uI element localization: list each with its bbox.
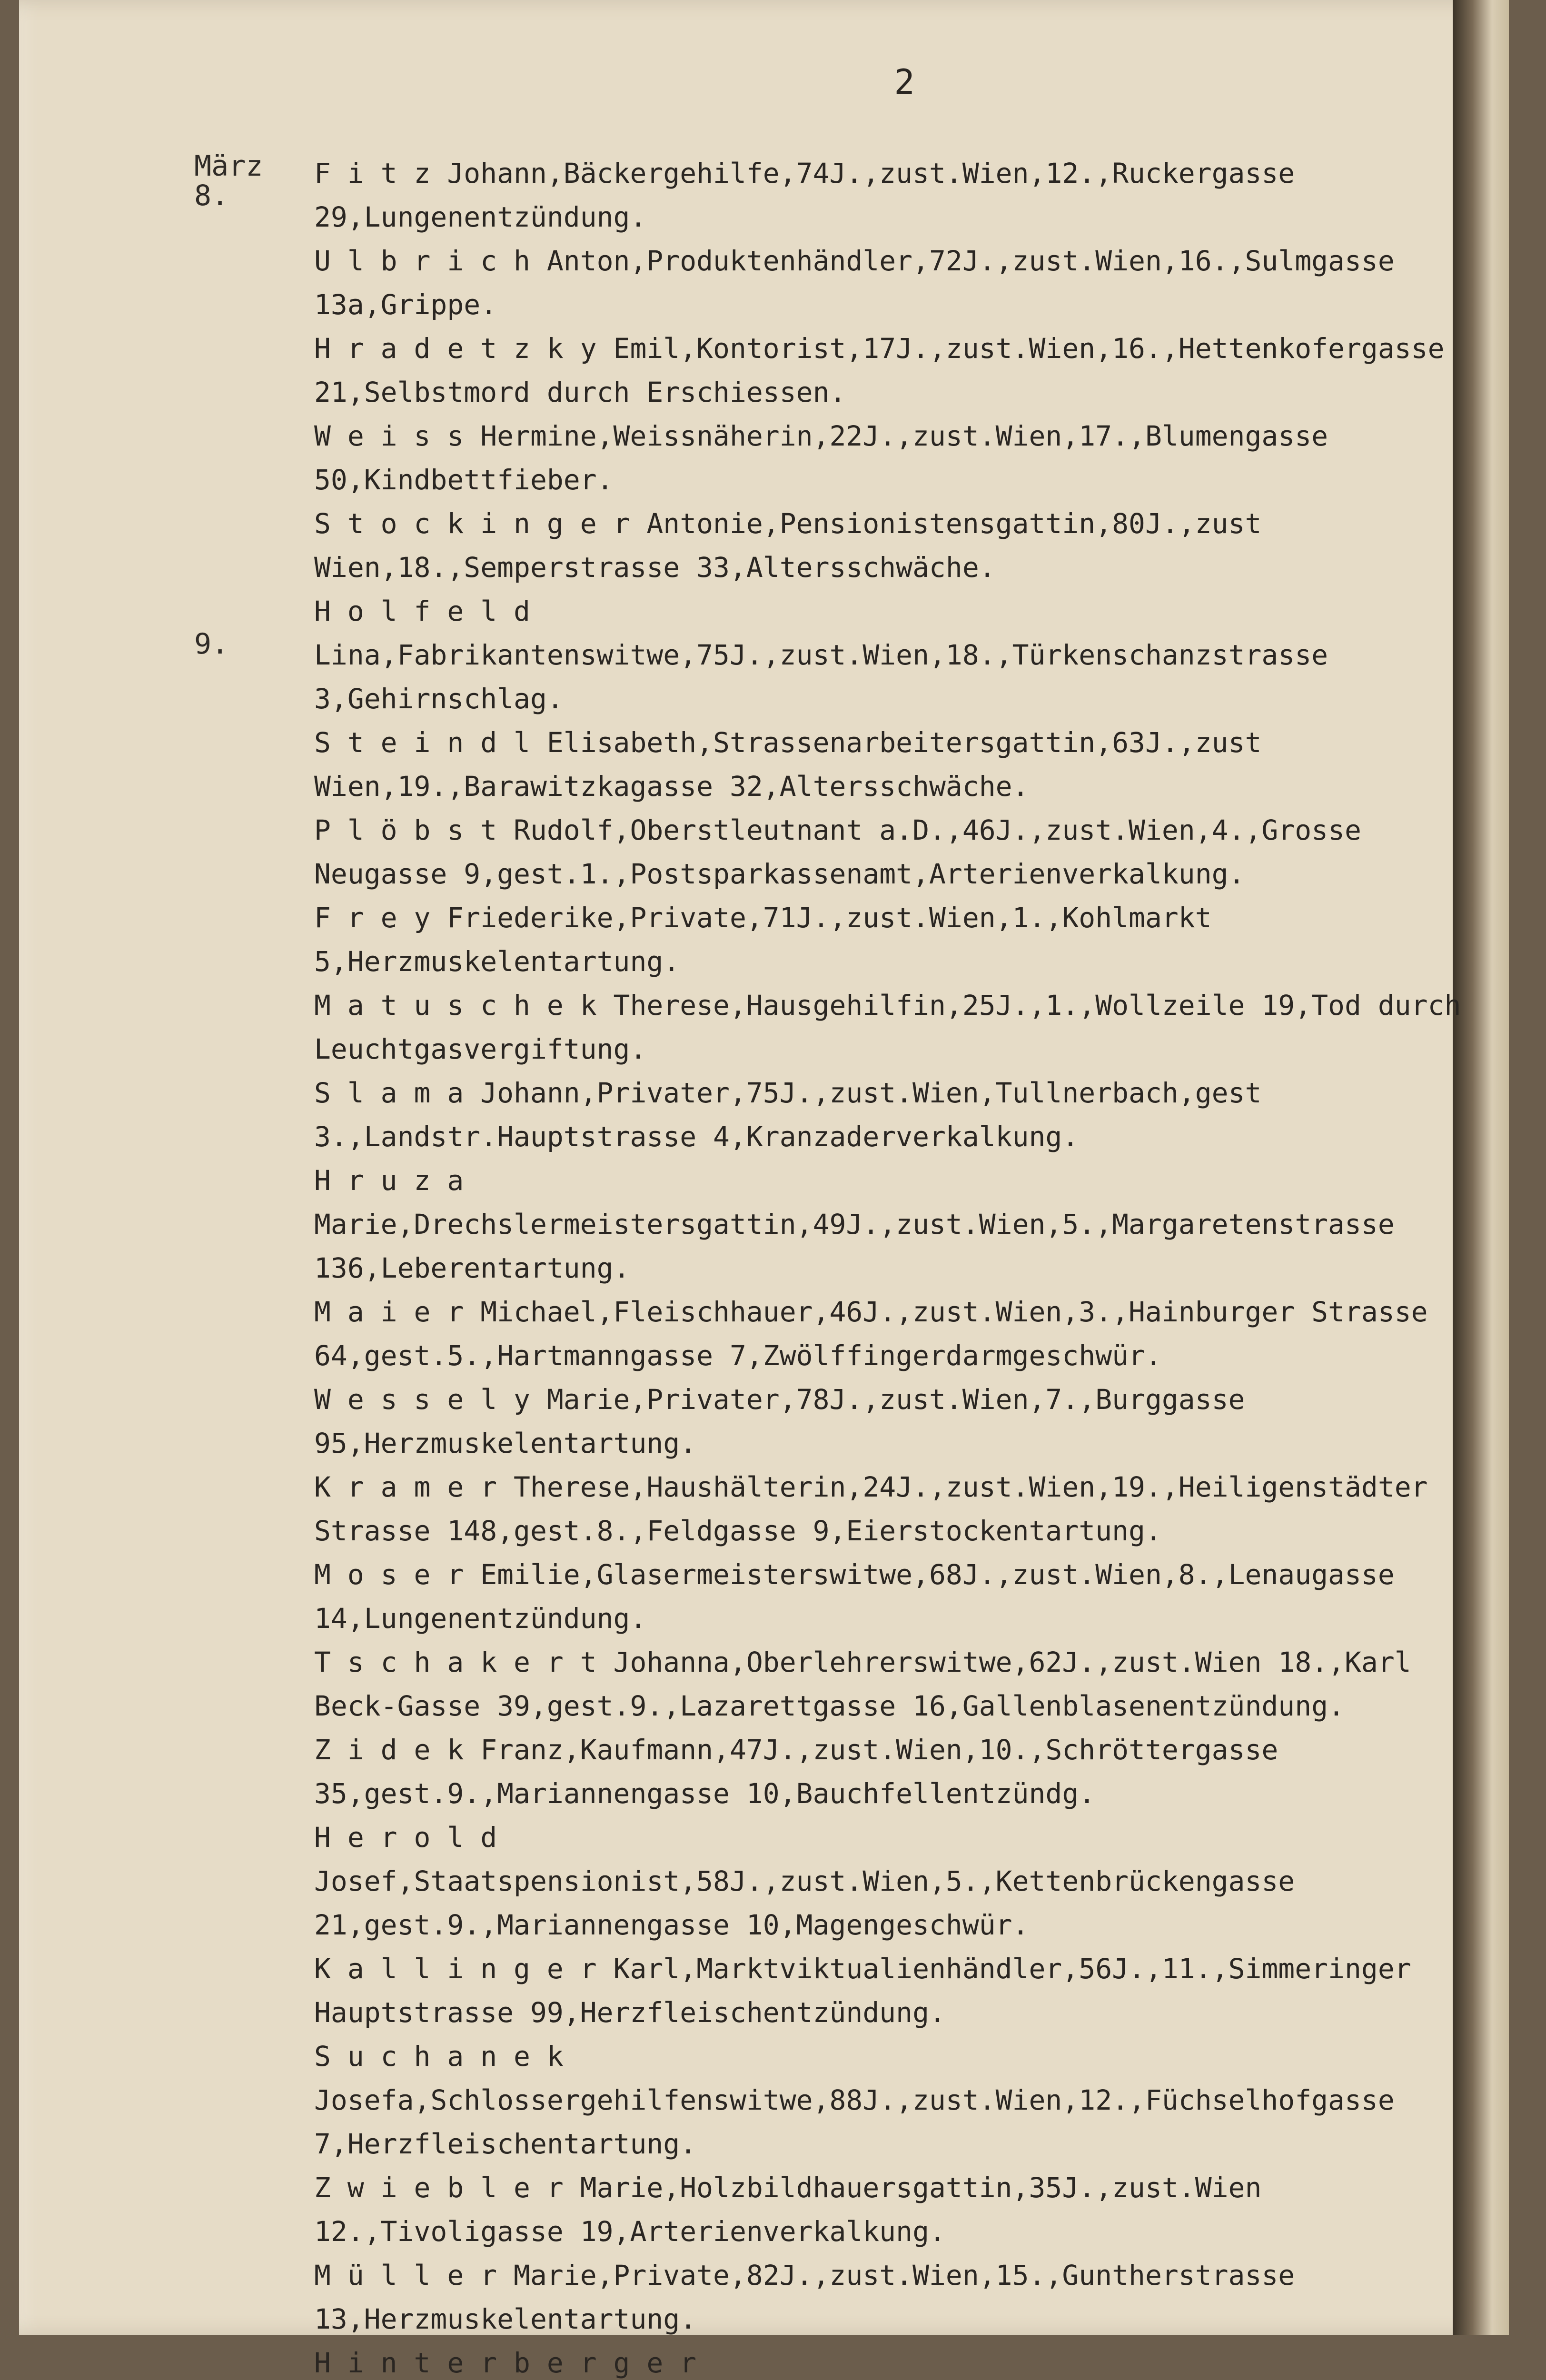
register-entry: S t o c k i n g e r Antonie,Pensionistensgattin,80J.,zust Wien,18.,Semperstrasse 33,Altersschwäche. bbox=[314, 507, 1278, 584]
register-entry: M a i e r Michael,Fleischhauer,46J.,zust.Wien,3.,Hainburger Strasse 64,gest.5.,Hartmanngasse 7,Zwölffingerdarmgeschwür. bbox=[314, 1296, 1445, 1372]
register-entry: P l ö b s t Rudolf,Oberstleutnant a.D.,46J.,zust.Wien,4.,Grosse Neugasse 9,gest.1.,Postsparkassenamt,Arterienverkalkung. bbox=[314, 814, 1378, 890]
register-entry: F i t z Johann,Bäckergehilfe,74J.,zust.Wien,12.,Ruckergasse 29,Lungenentzündung. bbox=[314, 157, 1312, 233]
date-label-march-8: März 8. bbox=[194, 149, 263, 212]
register-entry: H r u z a Marie,Drechslermeistersgattin,49J.,zust.Wien,5.,Margaretenstrasse 136,Leberentartung. bbox=[314, 1164, 1411, 1284]
register-entry: W e s s e l y Marie,Privater,78J.,zust.Wien,7.,Burggasse 95,Herzmuskelentartung. bbox=[314, 1383, 1262, 1459]
document-page bbox=[19, 0, 1509, 2379]
page-number: 2 bbox=[894, 62, 915, 102]
register-entry: H e r o l d Josef,Staatspensionist,58J.,zust.Wien,5.,Kettenbrückengasse 21,gest.9.,Mariannengasse 10,Magengeschwür. bbox=[314, 1821, 1312, 1941]
register-entry: M ü l l e r Marie,Private,82J.,zust.Wien,15.,Guntherstrasse 13,Herzmuskelentartung. bbox=[314, 2259, 1312, 2335]
register-entry: S l a m a Johann,Privater,75J.,zust.Wien,Tullnerbach,gest 3.,Landstr.Hauptstrasse 4,Kranzaderverkalkung. bbox=[314, 1077, 1278, 1153]
register-entry: S t e i n d l Elisabeth,Strassenarbeitersgattin,63J.,zust Wien,19.,Barawitzkagasse 32,Altersschwäche. bbox=[314, 726, 1278, 803]
register-entry: Z w i e b l e r Marie,Holzbildhauersgattin,35J.,zust.Wien 12.,Tivoligasse 19,Arterienverkalkung. bbox=[314, 2172, 1278, 2248]
register-entry: K a l l i n g e r Karl,Marktviktualienhändler,56J.,11.,Simmeringer Hauptstrasse 99,Herzfleischentzündung. bbox=[314, 1953, 1428, 2029]
register-entry: M a t u s c h e k Therese,Hausgehilfin,25J.,1.,Wollzeile 19,Tod durch Leuchtgasvergiftung. bbox=[314, 989, 1478, 1065]
register-entry: U l b r i c h Anton,Produktenhändler,72J.,zust.Wien,16.,Sulmgasse 13a,Grippe. bbox=[314, 245, 1411, 321]
register-entry: H o l f e l d Lina,Fabrikantenswitwe,75J.,zust.Wien,18.,Türkenschanzstrasse 3,Gehirnschlag. bbox=[314, 595, 1345, 715]
register-entry: F r e y Friederike,Private,71J.,zust.Wien,1.,Kohlmarkt 5,Herzmuskelentartung. bbox=[314, 902, 1229, 978]
register-entry: W e i s s Hermine,Weissnäherin,22J.,zust.Wien,17.,Blumengasse 50,Kindbettfieber. bbox=[314, 420, 1345, 496]
date-label-9: 9. bbox=[194, 627, 229, 661]
death-register-list bbox=[314, 151, 1476, 2380]
register-entry: Z i d e k Franz,Kaufmann,47J.,zust.Wien,10.,Schröttergasse 35,gest.9.,Mariannengasse 10,Bauchfellentzündg. bbox=[314, 1734, 1295, 1810]
register-entry: K r a m e r Therese,Haushälterin,24J.,zust.Wien,19.,Heiligenstädter Strasse 148,gest.8.,Feldgasse 9,Eierstockentartung. bbox=[314, 1471, 1445, 1547]
register-entry: H r a d e t z k y Emil,Kontorist,17J.,zust.Wien,16.,Hettenkofergasse 21,Selbstmord durch Erschiessen. bbox=[314, 332, 1461, 408]
register-entry: S u c h a n e k Josefa,Schlossergehilfenswitwe,88J.,zust.Wien,12.,Füchselhofgasse 7,Herzfleischentartung. bbox=[314, 2040, 1411, 2160]
register-entry: M o s e r Emilie,Glasermeisterswitwe,68J.,zust.Wien,8.,Lenaugasse 14,Lungenentzündung. bbox=[314, 1558, 1411, 1635]
register-entry: H i n t e r b e r g e r bbox=[314, 2347, 697, 2379]
register-entry: T s c h a k e r t Johanna,Oberlehrerswitwe,62J.,zust.Wien 18.,Karl Beck-Gasse 39,gest.9.,Lazarettgasse 16,Gallenblasenentzündung. bbox=[314, 1646, 1428, 1722]
